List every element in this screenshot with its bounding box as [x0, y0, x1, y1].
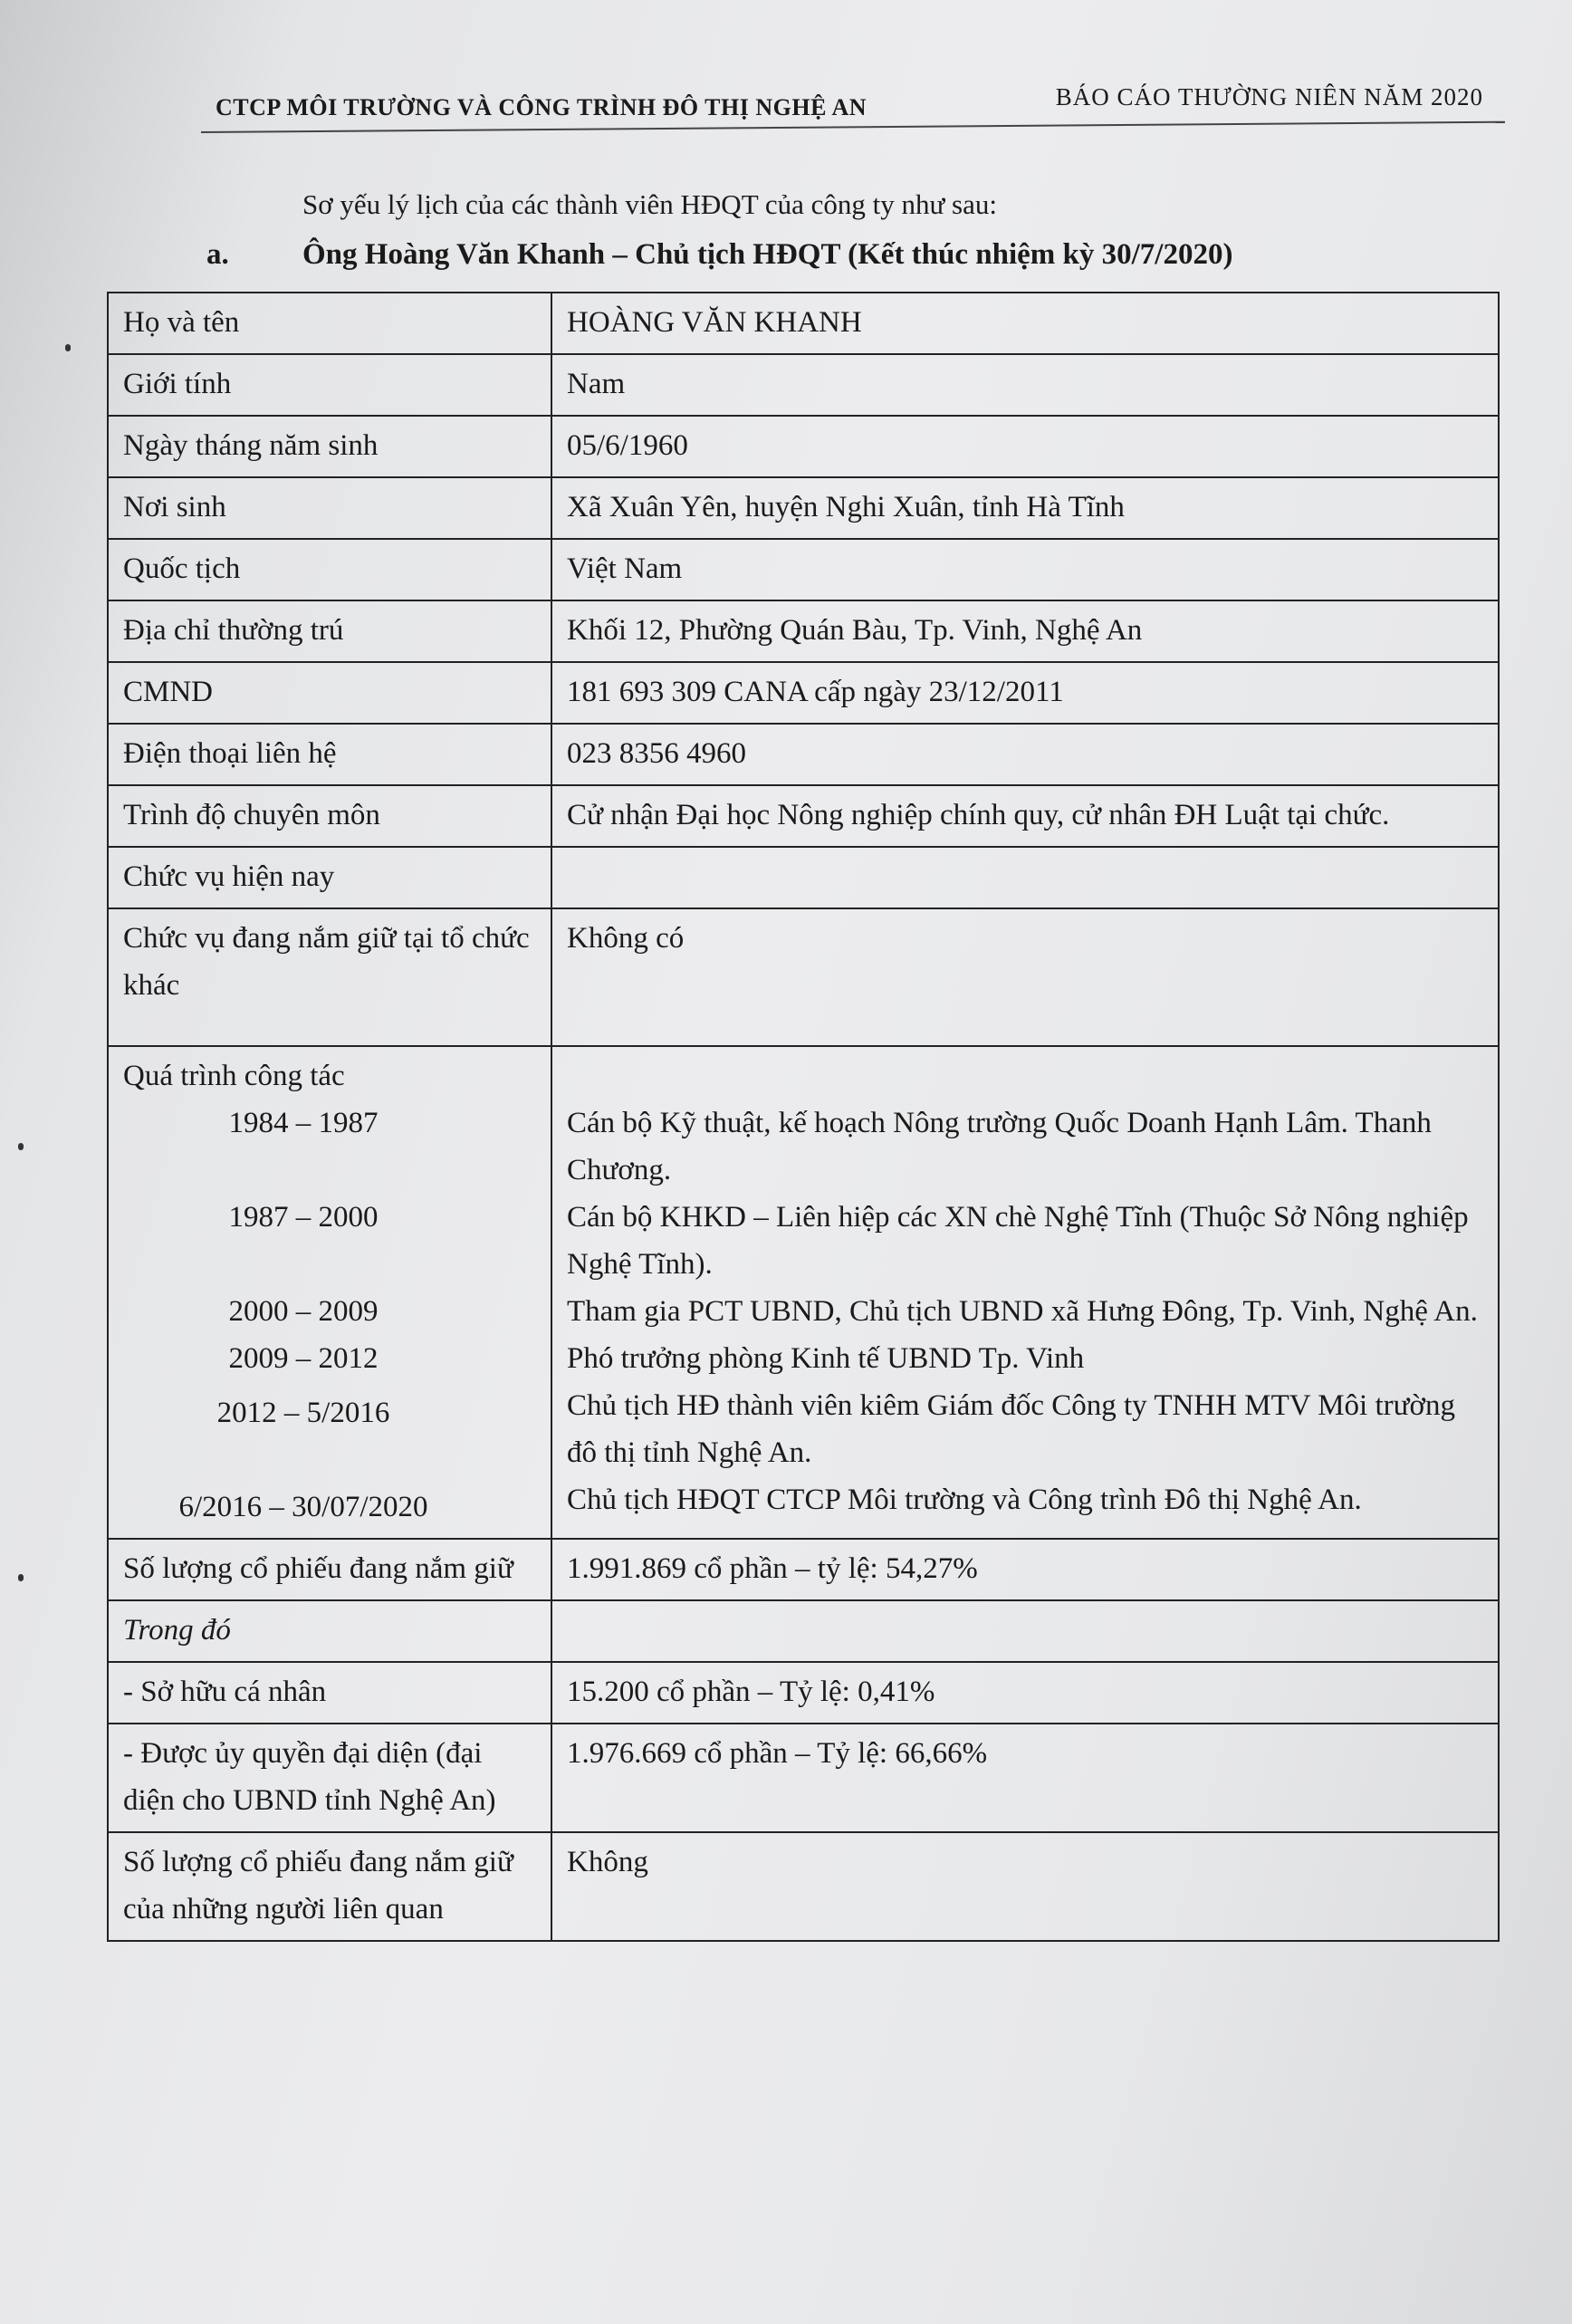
- row-value: HOÀNG VĂN KHANH: [551, 293, 1499, 354]
- row-value: Xã Xuân Yên, huyện Nghi Xuân, tỉnh Hà Tĩnh: [551, 477, 1499, 539]
- table-row: [108, 477, 1499, 539]
- row-value: 05/6/1960: [551, 416, 1499, 477]
- row-value: [551, 847, 1499, 908]
- row-label: CMND: [108, 662, 551, 724]
- row-value: 181 693 309 CANA cấp ngày 23/12/2011: [551, 662, 1499, 724]
- row-label: Quốc tịch: [108, 539, 551, 600]
- margin-mark: [18, 1143, 24, 1150]
- table-row: [108, 354, 1499, 416]
- row-value: Nam: [551, 354, 1499, 416]
- row-value: 023 8356 4960: [551, 724, 1499, 785]
- row-value: Cử nhận Đại học Nông nghiệp chính quy, cử nhân ĐH Luật tại chức.: [551, 785, 1499, 847]
- row-label: Địa chỉ thường trú: [108, 600, 551, 662]
- row-label: Số lượng cổ phiếu đang nắm giữ: [108, 1539, 551, 1600]
- history-period: 1984 – 1987: [228, 1107, 379, 1139]
- row-label: Số lượng cổ phiếu đang nắm giữ của những người liên quan: [108, 1832, 551, 1941]
- table-row: [108, 908, 1499, 1046]
- row-value: 1.991.869 cổ phần – tỷ lệ: 54,27%: [551, 1539, 1499, 1600]
- row-label: Giới tính: [108, 354, 551, 416]
- table-row: [108, 1724, 1499, 1832]
- table-row: [108, 539, 1499, 600]
- history-period: 2012 – 5/2016: [216, 1397, 390, 1429]
- profile-table: [107, 292, 1500, 1942]
- table-row: [108, 416, 1499, 477]
- margin-mark: [18, 1574, 24, 1581]
- section-title: Ông Hoàng Văn Khanh – Chủ tịch HĐQT (Kết thúc nhiệm kỳ 30/7/2020): [302, 238, 1233, 271]
- row-value: Khối 12, Phường Quán Bàu, Tp. Vinh, Nghệ An: [551, 600, 1499, 662]
- row-label: Chức vụ đang nắm giữ tại tổ chức khác: [108, 908, 551, 1046]
- table-row: [108, 293, 1499, 354]
- row-label: - Được ủy quyền đại diện (đại diện cho UBND tỉnh Nghệ An): [108, 1724, 551, 1832]
- margin-mark: [65, 344, 71, 351]
- section-marker: a.: [206, 238, 229, 271]
- table-row: [108, 847, 1499, 908]
- row-label: Trong đó: [108, 1600, 551, 1662]
- row-label: Điện thoại liên hệ: [108, 724, 551, 785]
- history-desc: Cán bộ Kỹ thuật, kế hoạch Nông trường Quốc Doanh Hạnh Lâm. Thanh Chương.: [567, 1107, 1432, 1186]
- intro-text: Sơ yếu lý lịch của các thành viên HĐQT của công ty như sau:: [302, 188, 997, 220]
- history-desc: Tham gia PCT UBND, Chủ tịch UBND xã Hưng Đông, Tp. Vinh, Nghệ An.: [567, 1295, 1478, 1328]
- history-period: 2009 – 2012: [228, 1342, 379, 1375]
- history-descriptions: [551, 1046, 1499, 1539]
- row-label: Họ và tên: [108, 293, 551, 354]
- history-desc: Cán bộ KHKD – Liên hiệp các XN chè Nghệ Tĩnh (Thuộc Sở Nông nghiệp Nghệ Tĩnh).: [567, 1201, 1469, 1281]
- row-label: Chức vụ hiện nay: [108, 847, 551, 908]
- row-value: 15.200 cổ phần – Tỷ lệ: 0,41%: [551, 1662, 1499, 1724]
- table-row: [108, 662, 1499, 724]
- table-row: [108, 785, 1499, 847]
- table-row: [108, 1832, 1499, 1941]
- row-label: Ngày tháng năm sinh: [108, 416, 551, 477]
- row-value: Việt Nam: [551, 539, 1499, 600]
- history-period: 2000 – 2009: [228, 1295, 379, 1328]
- report-title: BÁO CÁO THƯỜNG NIÊN NĂM 2020: [1055, 83, 1483, 110]
- history-desc: Phó trưởng phòng Kinh tế UBND Tp. Vinh: [567, 1342, 1085, 1375]
- history-desc: Chủ tịch HĐQT CTCP Môi trường và Công trình Đô thị Nghệ An.: [567, 1484, 1362, 1516]
- history-period: 1987 – 2000: [228, 1201, 379, 1234]
- table-row: [108, 1539, 1499, 1600]
- company-name: CTCP MÔI TRƯỜNG VÀ CÔNG TRÌNH ĐÔ THỊ NGHỆ AN: [216, 94, 867, 120]
- row-value: Không có: [551, 908, 1499, 1046]
- history-row: [108, 1046, 1499, 1539]
- table-row: [108, 1600, 1499, 1662]
- section-heading: [206, 238, 1232, 272]
- table-row: [108, 600, 1499, 662]
- table-row: [108, 724, 1499, 785]
- history-label: Quá trình công tác: [123, 1060, 345, 1092]
- history-desc: Chủ tịch HĐ thành viên kiêm Giám đốc Công ty TNHH MTV Môi trường đô thị tỉnh Nghệ An.: [567, 1389, 1455, 1469]
- history-period: 6/2016 – 30/07/2020: [178, 1491, 428, 1523]
- row-value: 1.976.669 cổ phần – Tỷ lệ: 66,66%: [551, 1724, 1499, 1832]
- row-value: Không: [551, 1832, 1499, 1941]
- row-label: - Sở hữu cá nhân: [108, 1662, 551, 1724]
- table-row: [108, 1662, 1499, 1724]
- history-periods: [108, 1046, 551, 1539]
- row-value: [551, 1600, 1499, 1662]
- row-label: Nơi sinh: [108, 477, 551, 539]
- row-label: Trình độ chuyên môn: [108, 785, 551, 847]
